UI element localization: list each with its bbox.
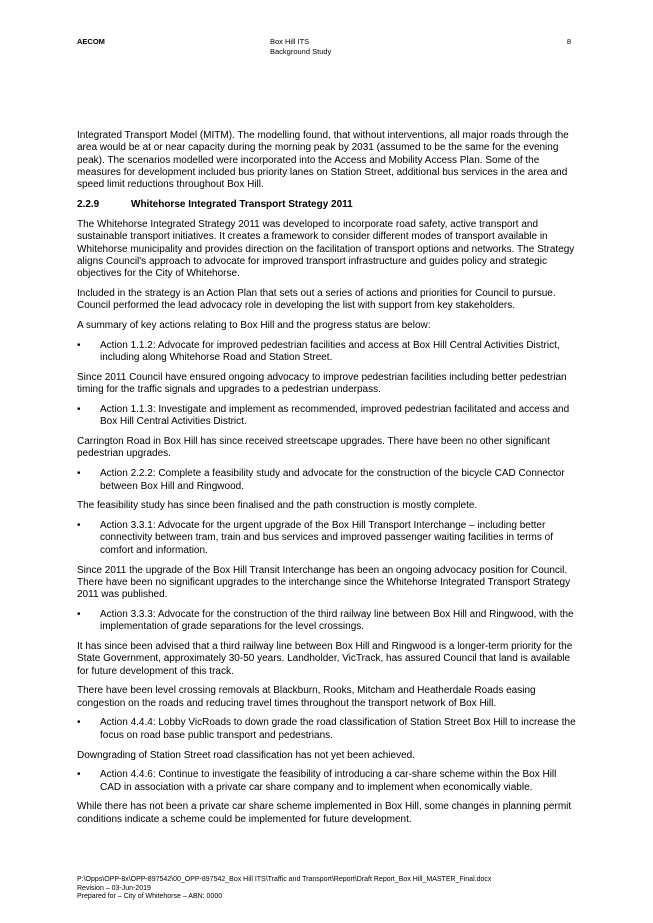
action-bullet	[77, 769, 576, 794]
bullet-icon: •	[77, 468, 81, 480]
intro-paragraph: Integrated Transport Model (MITM). The modelling found, that without interventions, all major roads through the area would be at or near capacity during the morning peak by 2031 (assumed to be the same for the evening peak). The scenarios modelled were incorporated into the Access and Mobility Access Plan. Some of the measures for development included bus priority lanes on Station Street, additional bus services in the area and speed limit reductions throughout Box Hill.	[77, 130, 569, 191]
bullet-icon: •	[77, 520, 81, 532]
section-title: Whitehorse Integrated Transport Strategy 2011	[131, 198, 353, 210]
bullet-icon: •	[77, 608, 81, 620]
bullet-icon: •	[77, 339, 81, 351]
action-status: There have been level crossing removals at Blackburn, Rooks, Mitcham and Heatherdale Roads easing congestion on the roads and reducing travel times throughout the transport network of Box Hill.	[77, 685, 536, 709]
action-text: Action 1.1.3: Investigate and implement as recommended, improved pedestrian facilitated and access and Box Hill Central Activities District.	[100, 404, 570, 428]
paragraph: A summary of key actions relating to Box Hill and the progress status are below:	[77, 320, 431, 332]
paragraph: Included in the strategy is an Action Plan that sets out a series of actions and priorities for Council to pursue. Council performed the lead advocacy role in developing the list with support from key stakeholders.	[77, 287, 556, 312]
action-status: Since 2011 the upgrade of the Box Hill Transit Interchange has been an ongoing advocacy position for Council. There have been no significant upgrades to the interchange since the Whitehorse Integrated Transport Strategy 2011 was published.	[77, 564, 571, 601]
action-bullet	[77, 468, 576, 493]
action-text: Action 2.2.2: Complete a feasibility study and advocate for the construction of the bicycle CAD Connector between Box Hill and Ringwood.	[100, 468, 565, 492]
action-text: Action 4.4.6: Continue to investigate the feasibility of introducing a car-share scheme within the Box Hill CAD in association with a private car share company and to implement when economically viable.	[100, 769, 557, 793]
page-number: 8	[566, 37, 571, 46]
footer-prepared-for: Prepared for – City of Whitehorse – ABN: 0000	[77, 893, 223, 900]
page-footer	[77, 876, 491, 902]
action-text: Action 4.4.4: Lobby VicRoads to down grade the road classification of Station Street Box Hill to increase the focus on road base public transport and pedestrians.	[100, 717, 576, 741]
action-status: The feasibility study has since been finalised and the path construction is mostly complete.	[77, 500, 478, 512]
section-heading	[77, 199, 576, 211]
document-body	[77, 130, 576, 834]
action-status: It has since been advised that a third railway line between Box Hill and Ringwood is a longer-term priority for the State Government, approximately 30-50 years. Landholder, VicTrack, has assured Council that land is available for future development of this track.	[77, 641, 573, 677]
action-bullet	[77, 340, 576, 365]
document-title	[270, 37, 331, 57]
document-title-line2: Background Study	[270, 47, 332, 56]
bullet-icon: •	[77, 404, 81, 416]
action-status: While there has not been a private car share scheme implemented in Box Hill, some changes in planning permit conditions indicate a scheme could be implemented for future development.	[77, 801, 572, 825]
action-text: Action 3.3.3: Advocate for the construction of the third railway line between Box Hill and Ringwood, with the implementation of grade separations for the level crossings.	[100, 608, 574, 633]
paragraph: The Whitehorse Integrated Strategy 2011 was developed to incorporate road safety, active transport and sustainable transport initiatives. It creates a framework to consider different modes of transport available in Whitehorse municipality and provides direction on the facilitation of transport options and networks. The Strategy aligns Council's approach to advocate for improved transport infrastructure and guides policy and strategic objectives for the City of Whitehorse.	[77, 218, 575, 280]
section-number: 2.2.9	[77, 198, 100, 210]
action-bullet	[77, 404, 576, 429]
action-text: Action 1.1.2: Advocate for improved pedestrian facilities and access at Box Hill Central Activities District, including along Whitehorse Road and Station Street.	[100, 339, 560, 364]
company-name: AECOM	[77, 37, 105, 46]
bullet-icon: •	[77, 769, 81, 781]
action-status: Since 2011 Council have ensured ongoing advocacy to improve pedestrian facilities including better pedestrian timing for the traffic signals and upgrades to a pedestrian underpass.	[77, 371, 567, 396]
action-bullet	[77, 609, 576, 634]
action-text: Action 3.3.1: Advocate for the urgent upgrade of the Box Hill Transport Interchange – including better connectivity between tram, train and bus services and improved passenger waiting facilities in terms of comfort and information.	[100, 520, 553, 556]
footer-revision: Revision – 03-Jun-2019	[77, 884, 151, 892]
action-bullet	[77, 717, 576, 742]
action-status: Carrington Road in Box Hill has since received streetscape upgrades. There have been no other significant pedestrian upgrades.	[77, 436, 550, 460]
action-status: Downgrading of Station Street road classification has not yet been achieved.	[77, 749, 415, 761]
bullet-icon: •	[77, 717, 81, 729]
action-bullet	[77, 520, 576, 557]
footer-file-path: P:\Opps\OPP-8x\OPP-897542\00_OPP-897542_Box Hill ITS\Traffic and Transport\Report\Draft Report_Box Hill_MASTER_Final.docx	[77, 876, 492, 883]
document-title-line1: Box Hill ITS	[270, 37, 310, 46]
